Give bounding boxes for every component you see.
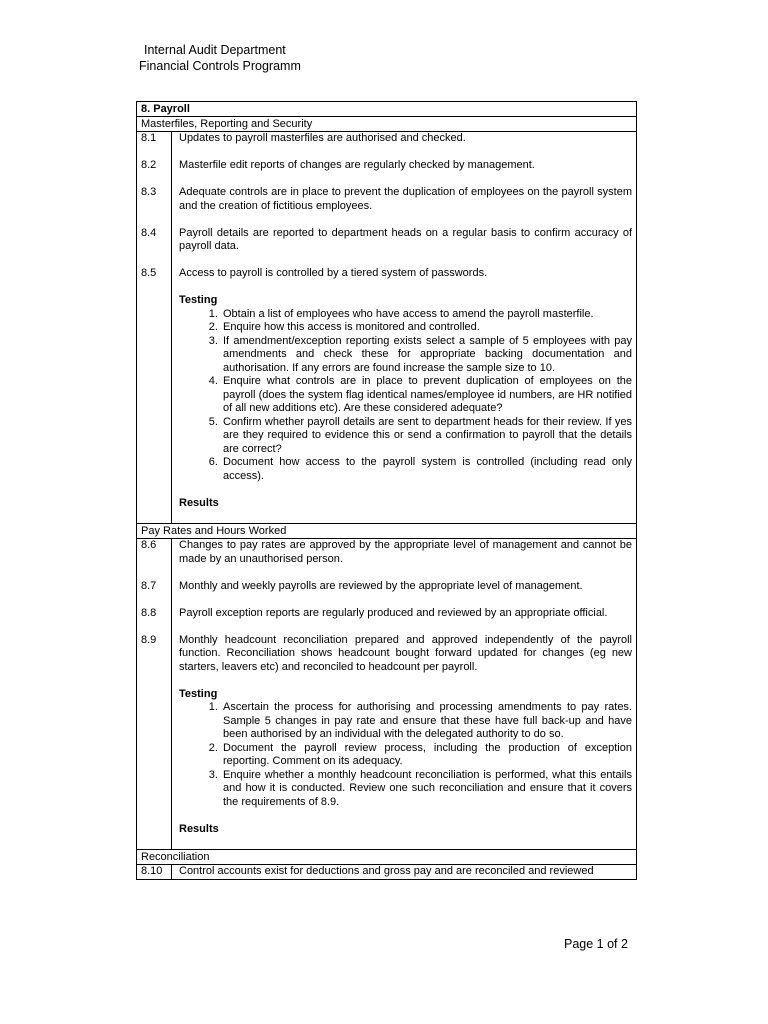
subsection-reconciliation: Reconciliation (137, 850, 637, 865)
control-item-8-3: Adequate controls are in place to prevent the duplication of employees on the payroll system and the creation of fictitious employees. (172, 186, 637, 227)
control-item-8-7: Monthly and weekly payrolls are reviewed by the appropriate level of management. (172, 580, 637, 607)
control-item-8-4: Payroll details are reported to department heads on a regular basis to confirm accuracy of payroll data. (172, 227, 637, 268)
control-item-8-5: Access to payroll is controlled by a tiered system of passwords. Testing 1. Obtain a list of employees who have access to amend the payroll masterfile. 2. Enquire how this access is monitored and controlled. 3. If amendment/exception reporting exists select a sample of 5 employees with pay amendments and check these for appropriate backing documentation and authorisation. If any errors are found increase the sample size to 10. 4. Enquire what controls are in place to prevent duplication of employees on the payroll (does the system flag identical names/employee id numbers, are HR notified of all new additions etc). Are these considered adequate? 5. Confirm whether payroll details are sent to department heads for their review. If yes are they required to evidence this or send a confirmation to payroll that the details are correct? 6. Document how access to the payroll system is controlled (including read only access). Results (172, 267, 637, 524)
list-item: 2. Document the payroll review process, including the production of exception reporting. Comment on its adequacy. (221, 742, 632, 769)
item-number: 8.1 (137, 132, 172, 160)
results-label: Results (179, 822, 219, 835)
list-item: 2. Enquire how this access is monitored and controlled. (221, 321, 632, 335)
list-item: 1. Ascertain the process for authorising and processing amendments to pay rates. Sample 5 changes in pay rate and ensure that these have full back-up and have been authorised by an individual with the delegated authority to do so. (221, 701, 632, 742)
item-number: 8.3 (137, 186, 172, 227)
document-header (139, 42, 301, 74)
list-item: 4. Enquire what controls are in place to prevent duplication of employees on the payroll (does the system flag identical names/employee id numbers, are HR notified of all new additions etc). Are these considered adequate? (221, 375, 632, 416)
list-item: 6. Document how access to the payroll system is controlled (including read only access). (221, 456, 632, 483)
page-number: Page 1 of 2 (564, 937, 628, 951)
control-item-8-2: Masterfile edit reports of changes are regularly checked by management. (172, 159, 637, 186)
results-label: Results (179, 496, 219, 509)
control-item-8-8: Payroll exception reports are regularly produced and reviewed by an appropriate official. (172, 607, 637, 634)
header-programme: Financial Controls Programm (139, 59, 301, 73)
testing-steps-list (179, 701, 632, 809)
item-number: 8.9 (137, 634, 172, 850)
list-item: 1. Obtain a list of employees who have access to amend the payroll masterfile. (221, 308, 632, 322)
list-item: 3. Enquire whether a monthly headcount reconciliation is performed, what this entails and how it is conducted. Review one such reconciliation and ensure that it covers the requirements of 8.9. (221, 769, 632, 810)
control-item-8-10: Control accounts exist for deductions and gross pay and are reconciled and reviewed (172, 865, 637, 880)
testing-steps-list (179, 308, 632, 484)
list-item: 5. Confirm whether payroll details are sent to department heads for their review. If yes are they required to evidence this or send a confirmation to payroll that the details are correct? (221, 416, 632, 457)
item-number: 8.7 (137, 580, 172, 607)
item-number: 8.10 (137, 865, 172, 880)
subsection-masterfiles: Masterfiles, Reporting and Security (137, 117, 637, 132)
control-item-8-9: Monthly headcount reconciliation prepared and approved independently of the payroll function. Reconciliation shows headcount bought forward updated for changes (eg new starters, leavers etc) and reconciled to headcount per payroll. Testing 1. Ascertain the process for authorising and processing amendments to pay rates. Sample 5 changes in pay rate and ensure that these have full back-up and have been authorised by an individual with the delegated authority to do so. 2. Document the payroll review process, including the production of exception reporting. Comment on its adequacy. 3. Enquire whether a monthly headcount reconciliation is performed, what this entails and how it is conducted. Review one such reconciliation and ensure that it covers the requirements of 8.9. Results (172, 634, 637, 850)
testing-label: Testing (179, 687, 218, 700)
payroll-controls-table (136, 101, 637, 880)
subsection-pay-rates: Pay Rates and Hours Worked (137, 524, 637, 539)
item-number: 8.4 (137, 227, 172, 268)
section-title: 8. Payroll (137, 102, 637, 117)
control-item-8-6: Changes to pay rates are approved by the appropriate level of management and cannot be made by an unauthorised person. (172, 539, 637, 580)
item-number: 8.6 (137, 539, 172, 580)
testing-label: Testing (179, 294, 218, 306)
item-number: 8.2 (137, 159, 172, 186)
header-department: Internal Audit Department (144, 43, 286, 57)
list-item: 3. If amendment/exception reporting exists select a sample of 5 employees with pay amendments and check these for appropriate backing documentation and authorisation. If any errors are found increase the sample size to 10. (221, 335, 632, 376)
item-number: 8.8 (137, 607, 172, 634)
control-item-8-1: Updates to payroll masterfiles are authorised and checked. (172, 132, 637, 160)
item-number: 8.5 (137, 267, 172, 524)
